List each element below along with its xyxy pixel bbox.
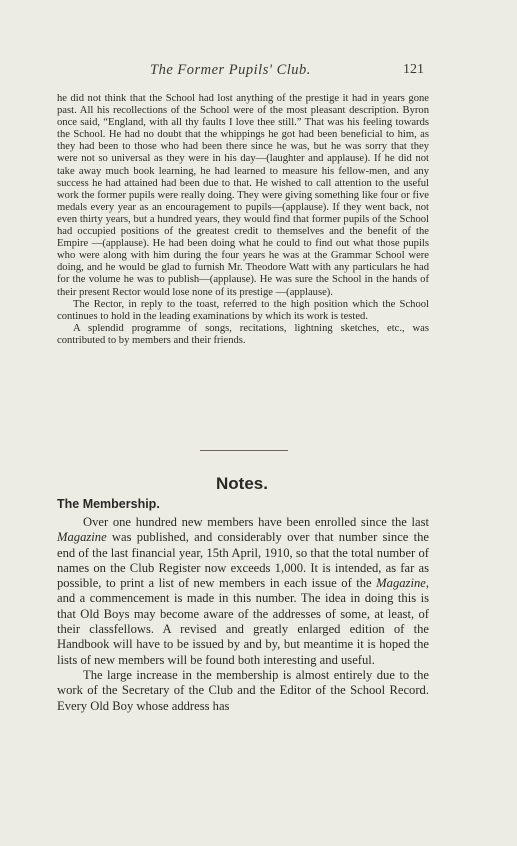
running-title: The Former Pupils' Club. xyxy=(150,62,311,78)
membership-heading: The Membership. xyxy=(57,497,160,511)
section-divider xyxy=(200,450,288,451)
membership-increase-paragraph: The large increase in the membership is almost entirely due to the work of the Secretary of the Club and the Editor of the School Record. Every Old Boy whose address has xyxy=(57,667,429,713)
magazine-title: Magazine xyxy=(376,576,426,591)
page-number: 121 xyxy=(403,62,424,77)
magazine-title: Magazine xyxy=(57,530,107,545)
membership-text-part: was published, and considerably over that number since the end of the last financial year, 15th April, 1910, so that the total number of names on the Club Register now exceeds 1,000. It is intended, as far as possible, to print a list of new members in each issue of the xyxy=(57,530,429,591)
notes-title: Notes. xyxy=(216,474,268,493)
speech-paragraph: he did not think that the School had lost anything of the prestige it had in years gone past. All his recollections of the School were of the most pleasant description. Byron once said, “England, with all thy faults I love thee still.” That was his feeling towards the School. He had no doubt that the whippings he got had been beneficial to him, as they had been to those who had been there since he was, but he was sorry that they were not so universal as they were in his day—(laughter and applause). If he did not take away much book learning, he had learned to measure his fellow-men, and any success he had attained had been due to that. He wished to call attention to the useful work the former pupils were really doing. They were giving something like four or five medals every year as an encouragement to pupils—(applause). If they went back, not even thirty years, but a hundred years, they would find that former pupils of the School had occupied positions of the greatest credit to themselves and the benefit of the Empire —(applause). He had been doing what he could to find out what those pupils who were along with him during the four years he was at the Grammar School were doing, and he would be glad to furnish Mr. Theodore Watt with any particulars he had for the volume he was to publish—(applause). He was sure the School in the hands of their present Rector would lose none of its prestige —(applause). xyxy=(57,93,429,298)
membership-text-part: , and a commencement is made in this number. The idea in doing this is that Old Boys may become aware of the addresses of some, at least, of their classfellows. A revised and greatly enlarged edition of the Handbook will have to be issued by and by, but meantime it is hoped the lists of new members will be found both interesting and useful. xyxy=(57,576,429,667)
speech-report xyxy=(57,93,429,347)
programme-paragraph: A splendid programme of songs, recitations, lightning sketches, etc., was contributed to by members and their friends. xyxy=(57,322,429,346)
rector-reply-paragraph: The Rector, in reply to the toast, referred to the high position which the School continues to hold in the leading examinations by which its work is tested. xyxy=(57,298,429,322)
page-header xyxy=(0,62,517,82)
membership-paragraph xyxy=(57,515,429,668)
membership-text-part: Over one hundred new members have been enrolled since the last xyxy=(83,515,429,529)
membership-text xyxy=(57,515,429,714)
